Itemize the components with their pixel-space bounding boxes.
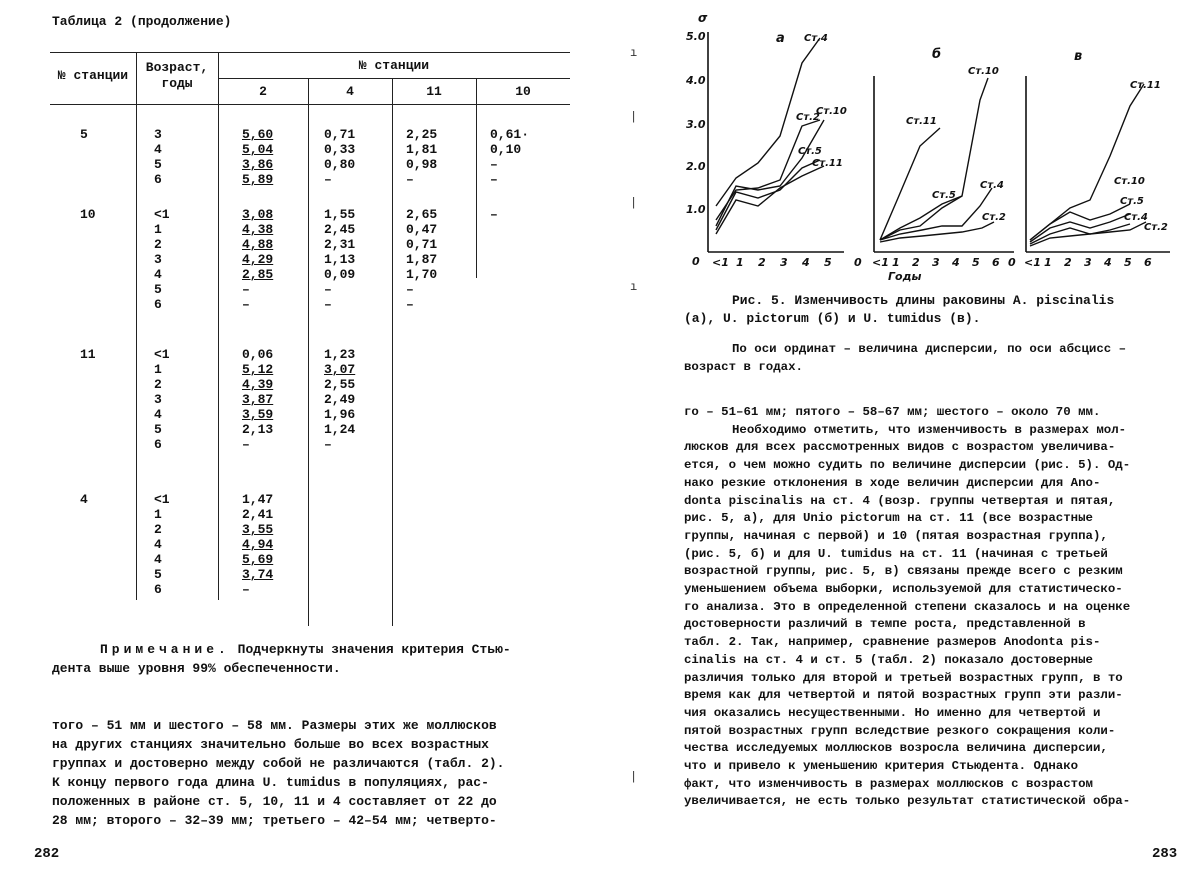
table-row (50, 267, 570, 282)
cell-st2: – (242, 297, 250, 312)
header-station: № станции (57, 68, 129, 83)
cell-st11: – (406, 297, 414, 312)
cell-st2: 4,88 (242, 237, 274, 252)
text-line: чия оказались несущественными. Но именно для четвертой и (684, 705, 1101, 720)
cell-age: 5 (154, 422, 162, 437)
cell-st4: – (324, 437, 332, 452)
text-line: пятой возрастных групп вследствие резкого сокращения коли- (684, 723, 1116, 738)
cell-st4: 3,07 (324, 362, 356, 377)
table-row (50, 377, 570, 392)
cell-age: 2 (154, 522, 162, 537)
cell-age: 4 (154, 142, 162, 157)
right-page (600, 0, 1200, 883)
note-label: Примечание. (100, 642, 230, 657)
text-line: уменьшением объема выборки, используемой для статистическо- (684, 582, 1123, 597)
cell-st11: 0,71 (406, 237, 438, 252)
figure-5 (684, 8, 1184, 288)
y-tick: 1.0 (686, 203, 706, 216)
table-row (50, 392, 570, 407)
x-tick: <1 (1024, 256, 1041, 269)
x-tick: 5 (1124, 256, 1132, 269)
table-row (50, 567, 570, 582)
cell-st2: 5,69 (242, 552, 274, 567)
table-row (50, 552, 570, 567)
table-row (50, 437, 570, 452)
panel-label-c: в (1074, 49, 1083, 64)
page-number-left: 282 (34, 846, 60, 862)
panel-a-curves (716, 38, 824, 234)
y-tick: 5.0 (686, 30, 706, 43)
text-line: чества исследуемых моллюсков возросла величина дисперсии, (684, 741, 1108, 756)
cell-st10: – (490, 207, 498, 222)
series-label: Ст.10 (968, 66, 999, 77)
panel-a-series-labels (796, 33, 847, 169)
series-label: Ст.11 (1130, 80, 1161, 91)
text-line: на других станциях значительно больше во всех возрастных (52, 737, 489, 752)
cell-st2: – (242, 282, 250, 297)
cell-st11: – (406, 172, 414, 187)
cell-age: 4 (154, 552, 162, 567)
table-row (50, 492, 570, 507)
cell-st2: – (242, 582, 250, 597)
text-line: го – 51–61 мм; пятого – 58–67 мм; шестого – около 70 мм. (684, 405, 1101, 419)
cell-st10: – (490, 172, 498, 187)
panel-b-curves (880, 78, 994, 242)
cell-st2: 4,29 (242, 252, 274, 267)
x-axis-label: Годы (888, 270, 922, 283)
cell-age: 5 (154, 567, 162, 582)
x-tick: 3 (932, 256, 940, 269)
margin-mark: ı (630, 46, 638, 60)
table-row (50, 207, 570, 222)
cell-age: 1 (154, 507, 162, 522)
axis-note-line-2: возраст в годах. (684, 360, 803, 374)
curve-a-st2 (716, 120, 820, 220)
table-row (50, 282, 570, 297)
axis-note (684, 340, 1184, 376)
cell-st4: 1,55 (324, 207, 356, 222)
series-label: Ст.2 (796, 112, 820, 123)
page-number-right: 283 (1152, 846, 1178, 862)
cell-age: 1 (154, 222, 162, 237)
cell-station: 11 (80, 347, 96, 362)
text-line: (рис. 5, б) и для U. tumidus на ст. 11 (начиная с третьей (684, 546, 1108, 561)
cell-st2: 3,55 (242, 522, 274, 537)
header-col-4: 4 (346, 84, 354, 99)
right-body-text (684, 404, 1184, 811)
series-label: Ст.11 (906, 116, 937, 127)
table-row (50, 362, 570, 377)
table-row (50, 582, 570, 597)
cell-st4: – (324, 282, 332, 297)
cell-st11: 1,70 (406, 267, 438, 282)
table-row (50, 407, 570, 422)
text-line: время как для четвертой и пятой возрастных групп эти разли- (684, 688, 1123, 703)
cell-st2: 4,94 (242, 537, 274, 552)
text-line: люсков для всех рассмотренных видов с возрастом увеличива- (684, 440, 1116, 455)
table-group-rule (218, 78, 570, 79)
panel-c-x-ticks (1008, 256, 1152, 269)
header-col-10: 10 (515, 84, 531, 99)
x-tick: 3 (1084, 256, 1092, 269)
cell-st2: 4,39 (242, 377, 274, 392)
y-axis-label: σ (698, 11, 708, 25)
text-line: факт, что изменчивость в размерах моллюсков с возрастом (684, 776, 1093, 791)
cell-st11: 1,87 (406, 252, 438, 267)
panel-label-a: а (776, 31, 785, 46)
x-tick: 3 (780, 256, 788, 269)
header-age: Возраст, (145, 60, 209, 75)
x-tick: 2 (1064, 256, 1072, 269)
text-line: различия только для второй и третьей возрастных групп, в то (684, 670, 1123, 685)
series-label: Ст.2 (1144, 222, 1168, 233)
margin-mark: | (630, 110, 638, 124)
table-row (50, 522, 570, 537)
x-tick: 1 (736, 256, 744, 269)
series-label: Ст.5 (1120, 196, 1144, 207)
panel-c-series-labels (1114, 80, 1168, 233)
series-label: Ст.5 (798, 146, 822, 157)
text-line: увеличивается, не есть только результат статистической обра- (684, 794, 1131, 809)
panel-b-x-ticks (854, 256, 1000, 269)
text-line: достоверности различий в темпе роста, представленной в (684, 617, 1086, 632)
text-line: группы, начиная с первой) и 10 (пятая возрастная группа), (684, 528, 1108, 543)
header-age-unit: годы (161, 76, 193, 91)
cell-station: 4 (80, 492, 88, 507)
series-label: Ст.4 (980, 180, 1004, 191)
x-tick: 2 (912, 256, 920, 269)
x-tick: 4 (952, 256, 960, 269)
cell-st11: 0,98 (406, 157, 438, 172)
series-label: Ст.4 (804, 33, 828, 44)
x-tick: 4 (802, 256, 810, 269)
cell-station: 5 (80, 127, 88, 142)
cell-age: 5 (154, 282, 162, 297)
cell-st11: – (406, 282, 414, 297)
cell-age: 2 (154, 377, 162, 392)
x-tick: 2 (758, 256, 766, 269)
text-line: 28 мм; второго – 32–39 мм; третьего – 42–54 мм; четверто- (52, 813, 497, 828)
series-label: Ст.5 (932, 190, 956, 201)
series-label: Ст.10 (816, 106, 847, 117)
y-tick: 0 (692, 255, 700, 268)
cell-st2: 5,12 (242, 362, 274, 377)
series-label: Ст.10 (1114, 176, 1145, 187)
cell-age: 4 (154, 537, 162, 552)
cell-age: 6 (154, 172, 162, 187)
panel-a-x-ticks (712, 256, 832, 269)
cell-st4: 1,96 (324, 407, 356, 422)
x-tick: 4 (1104, 256, 1112, 269)
text-line: группах и достоверно между собой не различаются (табл. 2). (52, 756, 505, 771)
cell-st4: 0,71 (324, 127, 356, 142)
cell-age: <1 (154, 347, 170, 362)
cell-st11: 0,47 (406, 222, 438, 237)
cell-age: 6 (154, 582, 162, 597)
cell-st4: 1,13 (324, 252, 356, 267)
cell-st2: 2,13 (242, 422, 274, 437)
series-label: Ст.11 (812, 158, 843, 169)
text-line: ется, о чем можно судить по величине дисперсии (рис. 5). Од- (684, 458, 1131, 473)
cell-st10: 0,10 (490, 142, 522, 157)
x-tick: <1 (872, 256, 889, 269)
cell-age: 1 (154, 362, 162, 377)
x-tick: 0 (854, 256, 862, 269)
table-row (50, 172, 570, 187)
cell-st4: 0,09 (324, 267, 356, 282)
text-line: Необходимо отметить, что изменчивость в размерах мол- (732, 422, 1127, 437)
cell-age: 4 (154, 267, 162, 282)
cell-age: 3 (154, 127, 162, 142)
text-line: К концу первого года длина U. tumidus в популяциях, рас- (52, 775, 489, 790)
x-tick: 1 (1044, 256, 1052, 269)
x-tick: 5 (972, 256, 980, 269)
cell-age: 5 (154, 157, 162, 172)
cell-age: 3 (154, 392, 162, 407)
x-tick: <1 (712, 256, 729, 269)
text-line: того – 51 мм и шестого – 58 мм. Размеры этих же моллюсков (52, 718, 497, 733)
cell-st2: 2,85 (242, 267, 274, 282)
panel-label-b: б (932, 47, 942, 62)
table-row (50, 127, 570, 142)
table-row (50, 252, 570, 267)
header-col-2: 2 (259, 84, 267, 99)
cell-st2: 4,38 (242, 222, 274, 237)
table-row (50, 142, 570, 157)
y-tick: 3.0 (686, 118, 706, 131)
caption-line-1: Рис. 5. Изменчивость длины раковины A. piscinalis (732, 293, 1115, 308)
cell-st2: 5,04 (242, 142, 274, 157)
table-row (50, 422, 570, 437)
cell-st11: 2,65 (406, 207, 438, 222)
x-tick: 1 (892, 256, 900, 269)
cell-st2: 5,89 (242, 172, 274, 187)
cell-age: 4 (154, 407, 162, 422)
margin-mark: | (630, 770, 638, 784)
table-row (50, 157, 570, 172)
header-col-11: 11 (426, 84, 442, 99)
table-row (50, 507, 570, 522)
caption-line-2: (а), U. pictorum (б) и U. tumidus (в). (684, 311, 981, 326)
x-tick: 0 (1008, 256, 1016, 269)
axis-note-line-1: По оси ординат – величина дисперсии, по оси абсцисс – (732, 342, 1127, 356)
y-tick: 2.0 (686, 160, 706, 173)
text-line: табл. 2. Так, например, сравнение размеров Anodonta pis- (684, 635, 1101, 650)
cell-st2: 3,87 (242, 392, 274, 407)
table-note (52, 640, 572, 678)
cell-age: <1 (154, 207, 170, 222)
table-header-rule (50, 104, 570, 105)
cell-age: 3 (154, 252, 162, 267)
text-line: что и привело к уменьшению критерия Стьюдента. Однако (684, 759, 1079, 774)
cell-st2: 5,60 (242, 127, 274, 142)
cell-age: <1 (154, 492, 170, 507)
table-row (50, 297, 570, 312)
cell-st4: 2,31 (324, 237, 356, 252)
series-label: Ст.2 (982, 212, 1006, 223)
cell-st2: 3,74 (242, 567, 274, 582)
cell-st4: 2,55 (324, 377, 356, 392)
cell-age: 2 (154, 237, 162, 252)
cell-st4: 1,23 (324, 347, 356, 362)
cell-st4: 2,49 (324, 392, 356, 407)
cell-age: 6 (154, 437, 162, 452)
series-label: Ст.4 (1124, 212, 1148, 223)
curve-c-st4 (1030, 224, 1130, 244)
cell-st4: 0,33 (324, 142, 356, 157)
cell-st11: 1,81 (406, 142, 438, 157)
cell-st11: 2,25 (406, 127, 438, 142)
left-body-text (52, 716, 572, 830)
cell-st4: – (324, 297, 332, 312)
cell-st4: – (324, 172, 332, 187)
cell-st4: 2,45 (324, 222, 356, 237)
x-tick: 6 (992, 256, 1000, 269)
x-tick: 6 (1144, 256, 1152, 269)
cell-age: 6 (154, 297, 162, 312)
cell-st4: 1,24 (324, 422, 356, 437)
note-text-1: Подчеркнуты значения критерия Стью- (237, 642, 511, 657)
cell-st2: 3,86 (242, 157, 274, 172)
cell-station: 10 (80, 207, 96, 222)
table-top-rule (50, 52, 570, 53)
table-row (50, 347, 570, 362)
margin-mark: | (630, 196, 638, 210)
text-line: donta piscinalis на ст. 4 (возр. группы четвертая и пятая, (684, 493, 1116, 508)
table-row (50, 222, 570, 237)
text-line: рис. 5, а), для Unio pictorum на ст. 11 (все возрастные (684, 511, 1093, 526)
cell-st2: 1,47 (242, 492, 274, 507)
cell-st2: 3,08 (242, 207, 274, 222)
x-tick: 5 (824, 256, 832, 269)
text-line: го анализа. Это в определенной степени сказалось и на оценке (684, 599, 1131, 614)
header-station-group: № станции (358, 58, 430, 73)
table-caption: Таблица 2 (продолжение) (52, 14, 232, 29)
table-row (50, 537, 570, 552)
note-text-2: дента выше уровня 99% обеспеченности. (52, 661, 341, 676)
margin-mark: ı (630, 280, 638, 294)
cell-st2: – (242, 437, 250, 452)
cell-st10: 0,61· (490, 127, 530, 142)
text-line: положенных в районе ст. 5, 10, 11 и 4 составляет от 22 до (52, 794, 497, 809)
y-tick: 4.0 (686, 74, 706, 87)
text-line: cinalis на ст. 4 и ст. 5 (табл. 2) показало достоверные (684, 652, 1093, 667)
cell-st10: – (490, 157, 498, 172)
cell-st4: 0,80 (324, 157, 356, 172)
cell-st2: 0,06 (242, 347, 274, 362)
text-line: возрастной группы, рис. 5, в) связаны прежде всего с резким (684, 564, 1123, 579)
text-line: нако резкие отклонения в ходе величин дисперсии для Ano- (684, 475, 1101, 490)
figure-caption (684, 292, 1184, 328)
table-row (50, 237, 570, 252)
cell-st2: 3,59 (242, 407, 274, 422)
cell-st2: 2,41 (242, 507, 274, 522)
